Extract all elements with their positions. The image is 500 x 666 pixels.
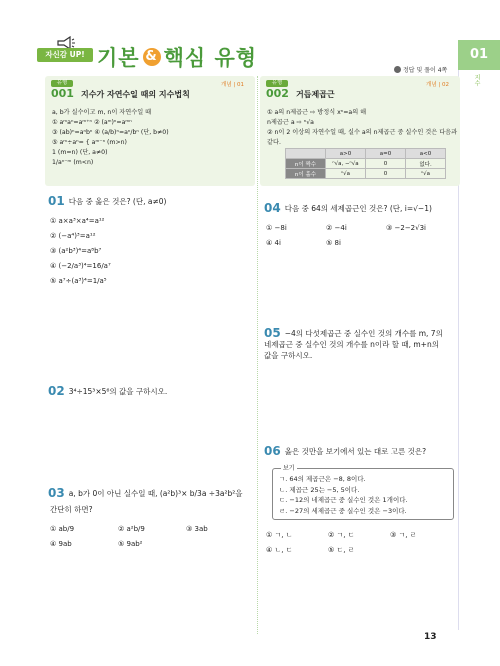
table-cell: n이 짝수 [286, 159, 326, 169]
type-line: ③ (ab)ⁿ=aⁿbⁿ ④ (a/b)ⁿ=aⁿ/bⁿ (단, b≠0) [52, 129, 169, 136]
problem-text: 다음 중 옳은 것은? (단, a≠0) [68, 197, 167, 206]
problem-text: a, b가 0이 아닌 실수일 때, (a²b)³× b/3a ÷3a²b²을 [68, 489, 243, 498]
choice-item[interactable]: ④ ㄴ, ㄷ [266, 546, 293, 554]
type-line: 1 (m=n) (단, a≠0) [52, 149, 108, 156]
problem-04 [264, 203, 432, 214]
title-left: 기본 [97, 46, 140, 70]
choice-item[interactable]: ① a×a³×a⁴=a¹² [50, 217, 105, 225]
table-row [286, 159, 446, 169]
table-cell: ⁿ√a [406, 169, 446, 179]
choice-item[interactable]: ③ −2−2√3i [386, 224, 426, 232]
table-row [286, 169, 446, 179]
problem-03-text2: 간단히 하면? [50, 505, 93, 514]
problem-05 [264, 328, 456, 361]
bogi-label: 보기 [281, 464, 297, 475]
choice-item[interactable]: ④ (−2/a³)⁴=16/a⁷ [50, 262, 111, 270]
table-header: a<0 [406, 149, 446, 159]
problem-01 [48, 196, 166, 207]
problem-text: 3⁴÷15³×5⁶의 값을 구하시오. [68, 387, 168, 396]
problem-text: 네제곱근 중 실수인 것의 개수를 n이라 할 때, m+n의 [264, 340, 439, 349]
type-number: 001 [51, 87, 74, 100]
problem-number: 03 [48, 486, 65, 500]
answer-reference [394, 65, 447, 74]
problem-text: 값을 구하시오. [264, 351, 313, 360]
problem-number: 05 [264, 326, 281, 340]
confidence-badge: 자신감 UP! [37, 48, 93, 62]
type-line: 같다. [267, 139, 281, 146]
choice-item[interactable]: ③ ㄱ, ㄹ [390, 531, 417, 539]
problem-number: 02 [48, 384, 65, 398]
chapter-tab: 01 [458, 40, 500, 70]
type-box-002 [260, 76, 460, 186]
type-number: 002 [266, 87, 289, 100]
problem-number: 04 [264, 201, 281, 215]
type-box-001 [45, 76, 255, 186]
root-table [285, 148, 446, 179]
concept-ref: 개념 | 02 [426, 82, 449, 88]
type-line: a, b가 실수이고 m, n이 자연수일 때 [52, 109, 152, 116]
choice-item[interactable]: ⑤ 8i [326, 239, 341, 247]
type-title: 거듭제곱근 [296, 90, 335, 99]
type-line: 1/aⁿ⁻ᵐ (m<n) [52, 159, 94, 166]
problem-04-choices [266, 221, 456, 251]
problem-number: 01 [48, 194, 65, 208]
choice-item[interactable]: ④ 9ab [50, 540, 72, 548]
problem-01-choices [50, 214, 111, 289]
answer-ref-text: 정답 및 풀이 4쪽 [403, 67, 448, 74]
bogi-box [272, 465, 454, 520]
type-body [52, 108, 169, 168]
choice-item[interactable]: ② (−a⁴)³=a¹² [50, 232, 96, 240]
table-header: a=0 [366, 149, 406, 159]
column-divider [257, 76, 258, 634]
page-number: 13 [424, 632, 437, 642]
choice-item[interactable]: ③ (a²b³)⁴=a⁸b⁷ [50, 247, 102, 255]
type-body [267, 108, 457, 148]
choice-item[interactable]: ② ㄱ, ㄷ [328, 531, 355, 539]
table-header: a>0 [326, 149, 366, 159]
problem-06-choices [266, 528, 456, 558]
choice-item[interactable]: ⑤ a⁷÷(a³)⁴=1/a⁵ [50, 277, 107, 285]
table-cell: 0 [366, 169, 406, 179]
title-right: 핵심 유형 [163, 46, 258, 70]
type-line: ① a의 n제곱근 ⇨ 방정식 xⁿ=a의 해 [267, 109, 367, 116]
problem-text: 옳은 것만을 보기에서 있는 대로 고른 것은? [284, 447, 427, 456]
choice-item[interactable]: ③ 3ab [186, 525, 208, 533]
type-tag: 유형 [51, 80, 73, 87]
choice-item[interactable]: ① ㄱ, ㄴ [266, 531, 293, 539]
table-cell: n이 홀수 [286, 169, 326, 179]
type-tag: 유형 [266, 80, 288, 87]
type-line: ⑤ aᵐ÷aⁿ= { aᵐ⁻ⁿ (m>n) [52, 139, 127, 146]
bogi-item: ㄴ. 제곱근 25는 −5, 5이다. [279, 485, 360, 494]
table-cell: 없다. [406, 159, 446, 169]
type-line: ② n이 2 이상의 자연수일 때, 실수 a의 n제곱근 중 실수인 것은 다음과 [267, 129, 458, 136]
type-line: n제곱근 a ⇨ ⁿ√a [267, 119, 314, 126]
problem-03 [48, 488, 242, 499]
section-title [97, 42, 257, 72]
answer-dot-icon [394, 66, 401, 73]
type-title: 지수가 자연수일 때의 지수법칙 [81, 90, 190, 99]
choice-item[interactable]: ② a²b/9 [118, 525, 145, 533]
bogi-item: ㄷ. −12의 네제곱근 중 실수인 것은 1개이다. [279, 496, 408, 504]
title-amp: & [143, 48, 161, 66]
choice-item[interactable]: ④ 4i [266, 239, 281, 247]
problem-02 [48, 386, 167, 397]
problem-06 [264, 446, 426, 457]
bogi-item: ㄱ. 64의 제곱근은 −8, 8이다. [279, 475, 366, 483]
table-cell: ⁿ√a [326, 169, 366, 179]
table-cell: ⁿ√a, −ⁿ√a [326, 159, 366, 169]
bogi-item: ㄹ. −27의 세제곱근 중 실수인 것은 −3이다. [279, 506, 407, 515]
table-cell: 0 [366, 159, 406, 169]
problem-number: 06 [264, 444, 281, 458]
choice-item[interactable]: ① −8i [266, 224, 287, 232]
choice-item[interactable]: ⑤ ㄷ, ㄹ [328, 546, 355, 554]
type-line: ① aᵐaⁿ=aᵐ⁺ⁿ ② (aᵐ)ⁿ=aᵐⁿ [52, 119, 132, 126]
problem-text: −4의 다섯제곱근 중 실수인 것의 개수를 m, 7의 [284, 329, 443, 338]
problem-03-choices [50, 522, 250, 552]
problem-text: 다음 중 64의 세제곱근인 것은? (단, i=√−1) [284, 204, 432, 213]
table-header [286, 149, 326, 159]
side-margin-line [458, 70, 500, 630]
concept-ref: 개념 | 01 [221, 82, 244, 88]
choice-item[interactable]: ① ab/9 [50, 525, 75, 533]
choice-item[interactable]: ② −4i [326, 224, 347, 232]
choice-item[interactable]: ⑤ 9ab² [118, 540, 143, 548]
chapter-side-label: 지수 [473, 74, 480, 86]
